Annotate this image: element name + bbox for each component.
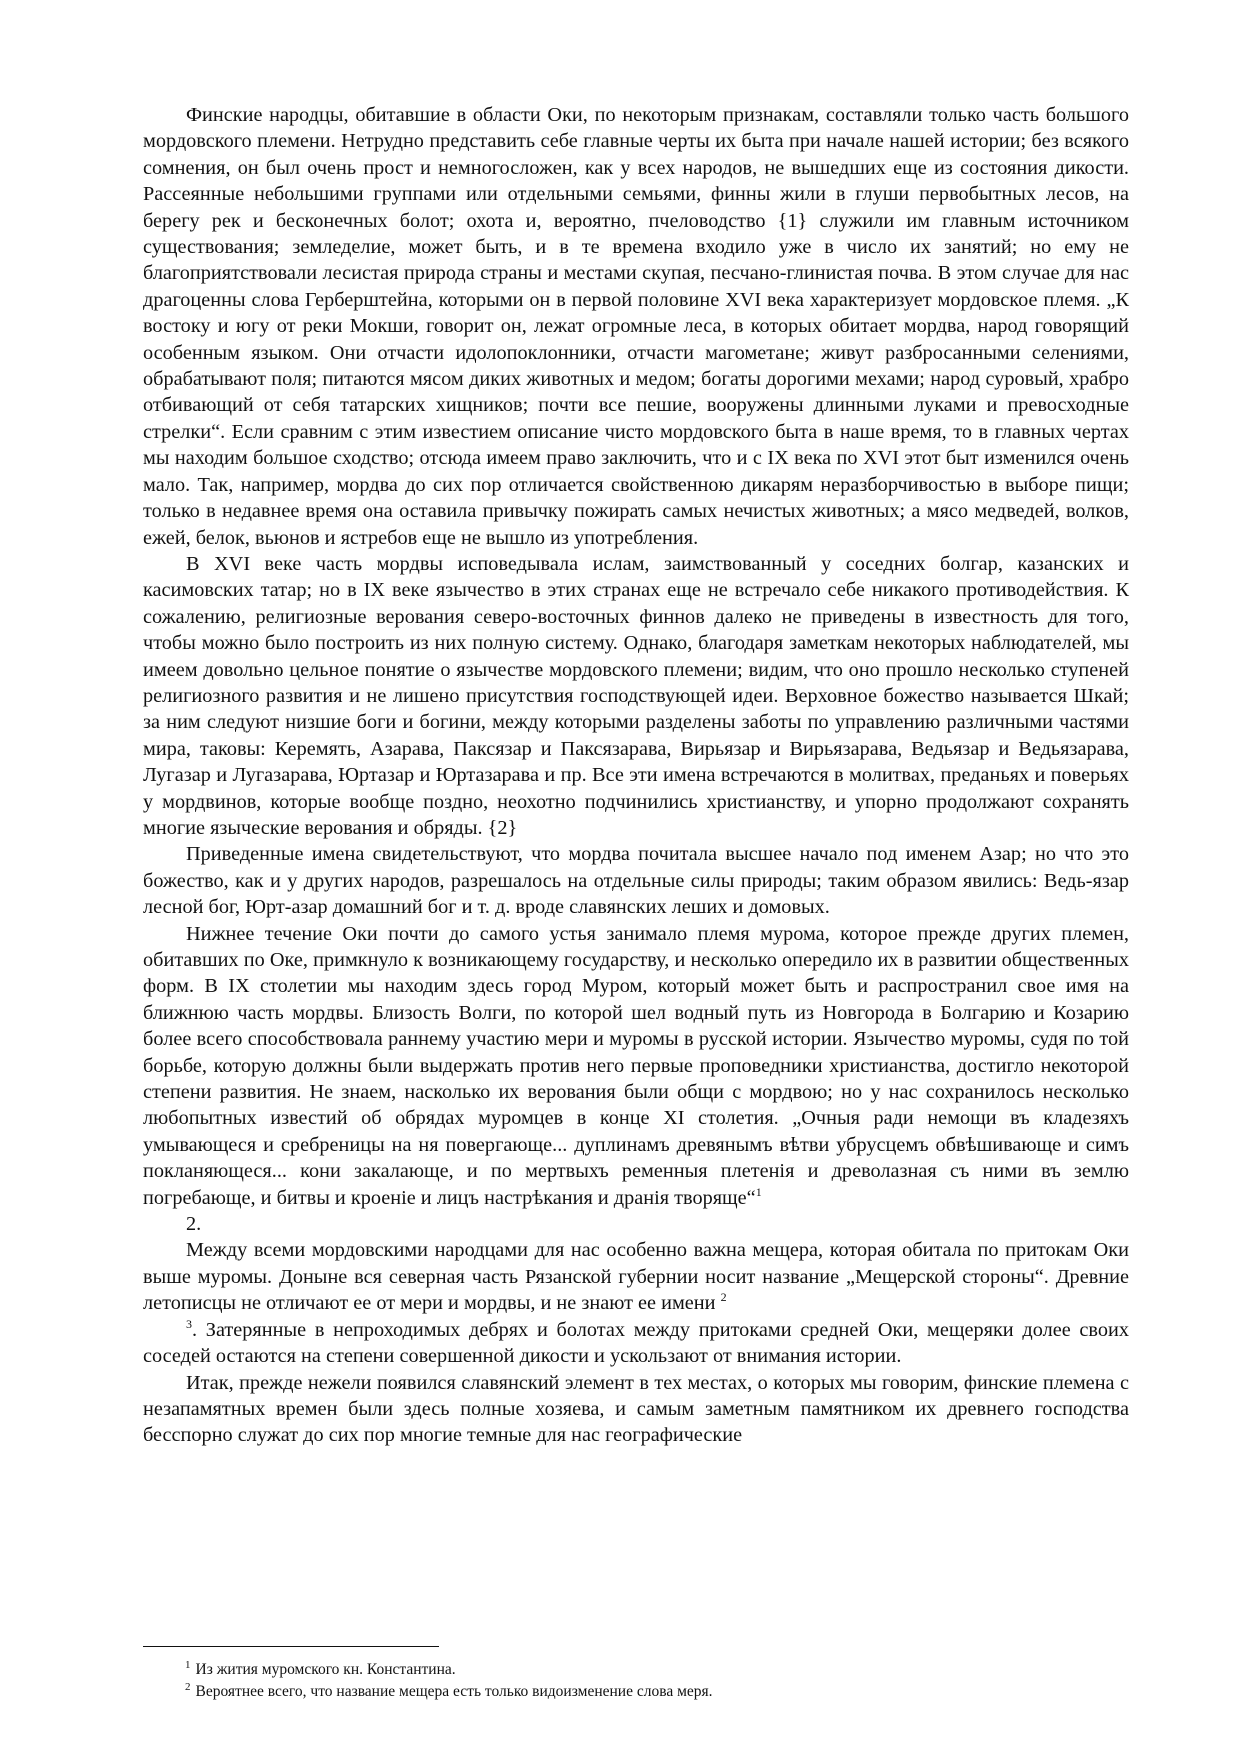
paragraph-1: Финские народцы, обитавшие в области Оки, по некоторым признакам, составляли только часть большого мордовского племени. Нетрудно представить себе главные черты их быта при начале нашей истории; без всякого сомнения, он был очень прост и немногосложен, как у всех народов, не вышедших еще из состояния дикости. Рассеянные небольшими группами или отдельными семьями, финны жили в глуши первобытных лесов, на берегу рек и бесконечных болот; охота и, вероятно, пчеловодство {1} служили им главным источником существования; земледелие, может быть, и в те времена входило уже в число их занятий; но ему не благоприятствовали лесистая природа страны и местами скупая, песчано-глинистая почва. В этом случае для нас драгоценны слова Герберштейна, которыми он в первой половине XVI века характеризует мордовское племя. „К востоку и югу от реки Мокши, говорит он, лежат огромные леса, в которых обитает мордва, народ говорящий особенным языком. Они отчасти идолопоклонники, отчасти магометане; живут разбросанными селениями, обрабатывают поля; питаются мясом диких животных и медом; богаты дорогими мехами; народ суровый, храбро отбивающий от себя татарских хищников; почти все пешие, вооружены длинными луками и превосходные стрелки“. Если сравним с этим известием описание чисто мордовского быта в наше время, то в главных чертах мы находим большое сходство; отсюда имеем право заключить, что и с IX века по XVI этот быт изменился очень мало. Так, например, мордва до сих пор отличается свойственною дикарям неразборчивостью в выборе пищи; только в недавнее время она оставила привычку пожирать самых нечистых животных; а мясо медведей, волков, ежей, белок, вьюнов и ястребов еще не вышло из употребления.: [143, 104, 1129, 549]
footnote-1-number: 1: [185, 1659, 191, 1671]
footnote-2: [143, 1681, 1129, 1703]
footnote-divider: [143, 1646, 439, 1647]
paragraph-3: Приведенные имена свидетельствуют, что мордва почитала высшее начало под именем Азар; но что это божество, как и у других народов, разрешалось на отдельные силы природы; таким образом явились: Ведь-язар лесной бог, Юрт-азар домашний бог и т. д. вроде славянских леших и домовых.: [143, 843, 1129, 919]
document-body: [143, 102, 1129, 1449]
paragraph-6-text: Между всеми мордовскими народцами для нас особенно важна мещера, которая обитала по притокам Оки выше муромы. Доныне вся северная часть Рязанской губернии носит название „Мещерской стороны“. Древние летописцы не отличают ее от мери и мордвы, и не знают ее имени: [143, 1239, 1129, 1315]
paragraph-4-text: Нижнее течение Оки почти до самого устья занимало племя мурома, которое прежде других племен, обитавших по Оке, примкнуло к возникающему государству, и несколько опередило их в развитии общественных форм. В IX столетии мы находим здесь город Муром, который может быть и распространил свое имя на ближнюю часть мордвы. Близость Волги, по которой шел водный путь из Новгорода в Болгарию и Козарию более всего способствовала раннему участию мери и муромы в русской истории. Язычество муромы, судя по той борьбе, которую должны были выдержать против него первые проповедники христианства, достигло некоторой степени развития. Не знаем, насколько их верования были общи с мордвою; но у нас сохранилось несколько любопытных известий об обрядах муромцев в конце XI столетия. „Очныя ради немощи въ кладезяхъ умывающеся и сребреницы на ня повергающе... дуплинамъ древянымъ вѣтви убрусцемъ обвѣшивающе и симъ покланяющеся... кони закалающе, и по мертвыхъ ременныя плетенія и древолазная съ ними въ землю погребающе, и битвы и кроеніе и лицъ настрѣкания и дранія творяще“: [143, 922, 1129, 1209]
footnote-1: [143, 1659, 1129, 1681]
paragraph-7-text: . Затерянные в непроходимых дебрях и болотах между притоками средней Оки, мещеряки долее своих соседей остаются на степени совершенной дикости и ускользают от внимания истории.: [143, 1318, 1129, 1368]
paragraph-4: [143, 921, 1129, 1211]
footnote-2-text: Вероятнее всего, что название мещера есть только видоизменение слова меря.: [195, 1683, 713, 1700]
footnote-1-text: Из жития муромского кн. Константина.: [195, 1661, 456, 1678]
footnote-ref-2: 2: [720, 1290, 727, 1305]
footnote-ref-1: 1: [755, 1184, 762, 1199]
paragraph-8: Итак, прежде нежели появился славянский элемент в тех местах, о которых мы говорим, финские племена с незапамятных времен были здесь полные хозяева, и самым заметным памятником их древнего господства бесспорно служат до сих пор многие темные для нас географические: [143, 1371, 1129, 1447]
footnote-2-number: 2: [185, 1681, 191, 1693]
footnotes: [143, 1646, 1129, 1703]
paragraph-5: 2.: [186, 1213, 202, 1236]
paragraph-2: В XVI веке часть мордвы исповедывала ислам, заимствованный у соседних болгар, казанских и касимовских татар; но в IX веке язычество в этих странах еще не встречало себе никакого противодействия. К сожалению, религиозные верования северо-восточных финнов далеко не приведены в известность для того, чтобы можно было построить из них полную систему. Однако, благодаря заметкам некоторых наблюдателей, мы имеем довольно цельное понятие о язычестве мордовского племени; видим, что оно прошло несколько ступеней религиозного развития и не лишено присутствия господствующей идеи. Верховное божество называется Шкай; за ним следуют низшие боги и богини, между которыми разделены заботы по управлению различными частями мира, таковы: Керемять, Азарава, Паксязар и Паксязарава, Вирьязар и Вирьязарава, Ведьязар и Ведьязарава, Лугазар и Лугазарава, Юртазар и Юртазарава и пр. Все эти имена встречаются в молитвах, преданьях и поверьях у мордвинов, которые вообще поздно, неохотно подчинились христианству, и упорно продолжают сохранять многие языческие верования и обряды. {2}: [143, 552, 1129, 839]
paragraph-7: [143, 1317, 1129, 1370]
paragraph-6: [143, 1237, 1129, 1316]
footnote-ref-3: 3: [186, 1316, 192, 1331]
